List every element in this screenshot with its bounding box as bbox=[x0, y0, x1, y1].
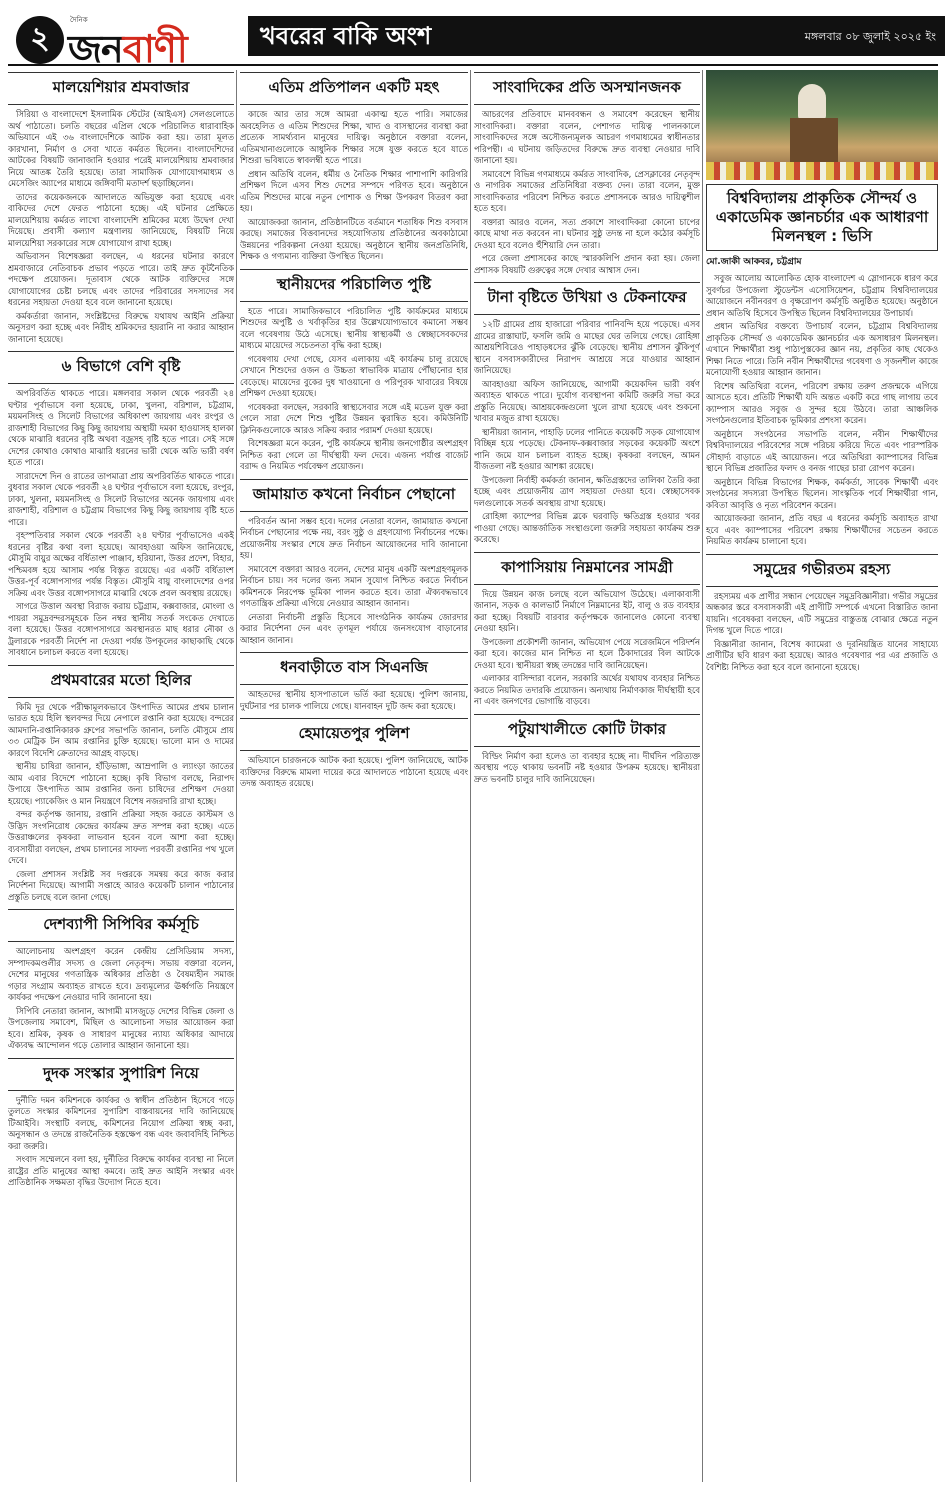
article-body bbox=[8, 946, 234, 1052]
paragraph: সমাবেশে বিভিন্ন গণমাধ্যমে কর্মরত সাংবাদিক, প্রেসক্লাবের নেতৃবৃন্দ ও নাগরিক সমাজের প্রতিনিধিরা বক্তব্য দেন। তারা বলেন, মুক্ত সাংবাদিকতার পরিবেশ নিশ্চিত করতে প্রশাসনকে আরও দায়িত্বশীল হতে হবে। bbox=[474, 168, 700, 213]
paragraph: আয়োজকরা জানান, প্রতিষ্ঠানটিতে বর্তমানে শতাধিক শিশু বসবাস করছে। সমাজের বিত্তবানদের সহযোগিতায় প্রতিষ্ঠানের অবকাঠামো উন্নয়নের পরিকল্পনা নেওয়া হয়েছে। অনুষ্ঠানে স্থানীয় জনপ্রতিনিধি, শিক্ষক ও গণ্যমান্য ব্যক্তিরা উপস্থিত ছিলেন। bbox=[240, 216, 468, 261]
paragraph: বৃহস্পতিবার সকাল থেকে পরবর্তী ২৪ ঘণ্টার পূর্বাভাসেও একই ধরনের বৃষ্টির কথা বলা হয়েছে। আবহাওয়া অফিস জানিয়েছে, মৌসুমি বায়ুর অক্ষের বর্ধিতাংশ পাঞ্জাব, হরিয়ানা, উত্তর প্রদেশ, বিহার, পশ্চিমবঙ্গ হয়ে আসাম পর্যন্ত বিস্তৃত রয়েছে। এর একটি বর্ধিতাংশ উত্তর-পূর্ব বঙ্গোপসাগর পর্যন্ত বিস্তৃত। মৌসুমি বায়ু বাংলাদেশের ওপর সক্রিয় এবং উত্তর বঙ্গোপসাগরে মাঝারি থেকে প্রবল অবস্থায় রয়েছে। bbox=[8, 530, 234, 598]
paragraph: অভিবাসন বিশেষজ্ঞরা বলছেন, এ ধরনের ঘটনার কারণে শ্রমবাজারে নেতিবাচক প্রভাব পড়তে পারে। তাই দ্রুত কূটনৈতিক পদক্ষেপ প্রয়োজন। দূতাবাস থেকে আটক ব্যক্তিদের সঙ্গে যোগাযোগের চেষ্টা চলছে এবং তাদের পরিবারের সদস্যদের সব ধরনের সহায়তা দেওয়া হবে বলে জানানো হয়েছে। bbox=[8, 251, 234, 307]
article-headline[interactable]: টানা বৃষ্টিতে উখিয়া ও টেকনাফের bbox=[474, 282, 700, 315]
paragraph: ১২টি গ্রামের প্রায় হাজারো পরিবার পানিবন্দি হয়ে পড়েছে। এসব গ্রামের রাস্তাঘাট, ফসলি জমি ও মাছের ঘের তলিয়ে গেছে। রোহিঙ্গা আশ্রয়শিবিরেও পাহাড়ধসের ঝুঁকি বেড়েছে। স্থানীয় প্রশাসন ঝুঁকিপূর্ণ স্থানে বসবাসকারীদের নিরাপদ আশ্রয়ে সরে যাওয়ার আহ্বান জানিয়েছে। bbox=[474, 319, 700, 375]
paragraph: দিয়ে উন্নয়ন কাজ চলছে বলে অভিযোগ উঠেছে। এলাকাবাসী জানান, সড়ক ও কালভার্ট নির্মাণে নিম্নমানের ইট, বালু ও রড ব্যবহার করা হচ্ছে। বিষয়টি বারবার কর্তৃপক্ষকে জানালেও কোনো ব্যবস্থা নেওয়া হয়নি। bbox=[474, 588, 700, 633]
paragraph: বিশেষ অতিথিরা বলেন, পরিবেশ রক্ষায় তরুণ প্রজন্মকে এগিয়ে আসতে হবে। প্রতিটি শিক্ষার্থী যদি অন্তত একটি করে গাছ লাগায় তবে ক্যাম্পাস আরও সবুজ ও সুন্দর হয়ে উঠবে। তারা আঞ্চলিক সংগঠনগুলোর ইতিবাচক ভূমিকার প্রশংসা করেন। bbox=[706, 380, 938, 425]
logo-part-black: জন bbox=[68, 26, 123, 71]
paragraph: আহতদের স্থানীয় হাসপাতালে ভর্তি করা হয়েছে। পুলিশ জানায়, দুর্ঘটনার পর চালক পালিয়ে গেছে। যানবাহন দুটি জব্দ করা হয়েছে। bbox=[240, 689, 468, 711]
date-line: মঙ্গলবার ০৮ জুলাই ২০২৫ ইং bbox=[804, 30, 936, 43]
paragraph: আলোচনায় অংশগ্রহণ করেন কেন্দ্রীয় প্রেসিডিয়াম সদস্য, সম্পাদকমণ্ডলীর সদস্য ও জেলা নেতৃবৃন্দ। সভায় বক্তারা বলেন, দেশের মানুষের গণতান্ত্রিক অধিকার প্রতিষ্ঠা ও বৈষম্যহীন সমাজ গড়ার সংগ্রাম অব্যাহত রাখতে হবে। দ্রব্যমূল্যের ঊর্ধ্বগতি নিয়ন্ত্রণে কার্যকর পদক্ষেপ নেওয়ার দাবি জানানো হয়। bbox=[8, 946, 234, 1002]
paragraph: বিল্ডিং নির্মাণ করা হলেও তা ব্যবহার হচ্ছে না। দীর্ঘদিন পরিত্যক্ত অবস্থায় পড়ে থাকায় ভবনটি নষ্ট হওয়ার উপক্রম হয়েছে। স্থানীয়রা দ্রুত ভবনটি চালুর দাবি জানিয়েছেন। bbox=[474, 750, 700, 784]
article-body bbox=[8, 702, 234, 904]
paragraph: উপজেলা প্রকৌশলী জানান, অভিযোগ পেয়ে সরেজমিনে পরিদর্শন করা হবে। কাজের মান নিশ্চিত না হলে ঠিকাদারের বিল আটকে দেওয়া হবে। স্থানীয়রা স্বচ্ছ তদন্তের দাবি জানিয়েছেন। bbox=[474, 636, 700, 670]
paragraph: অনুষ্ঠানে বিভিন্ন বিভাগের শিক্ষক, কর্মকর্তা, সাবেক শিক্ষার্থী এবং সংগঠনের সদস্যরা উপস্থিত ছিলেন। সাংস্কৃতিক পর্বে শিক্ষার্থীরা গান, কবিতা আবৃত্তি ও নৃত্য পরিবেশন করেন। bbox=[706, 476, 938, 510]
flower-decoration bbox=[706, 162, 938, 180]
logo-part-red: বাণী bbox=[122, 26, 187, 71]
article-headline[interactable]: কাপাসিয়ায় নিম্নমানের সামগ্রী bbox=[474, 552, 700, 585]
article-hemayetpur bbox=[240, 718, 468, 790]
paragraph: কিমি দূর থেকে পরীক্ষামূলকভাবে উৎপাদিত আমের প্রথম চালান ভারত হয়ে হিলি স্থলবন্দর দিয়ে নেপালে রপ্তানি করা হয়েছে। বন্দরের আমদানি-রপ্তানিকারক গ্রুপের সভাপতি জানান, চলতি মৌসুমে প্রায় ৩৩ মেট্রিক টন আম রপ্তানির চুক্তি হয়েছে। ভালো মান ও দামের কারণে বিদেশি ক্রেতাদের আগ্রহ বাড়ছে। bbox=[8, 701, 234, 758]
paragraph: সাগরে উত্তাল অবস্থা বিরাজ করায় চট্টগ্রাম, কক্সবাজার, মোংলা ও পায়রা সমুদ্রবন্দরসমূহকে তিন নম্বর স্থানীয় সতর্ক সংকেত দেখাতে বলা হয়েছে। উত্তর বঙ্গোপসাগরে অবস্থানরত মাছ ধরার নৌকা ও ট্রলারকে পরবর্তী নির্দেশ না দেওয়া পর্যন্ত উপকূলের কাছাকাছি থেকে সাবধানে চলাচল করতে বলা হয়েছে। bbox=[8, 601, 234, 657]
section-title: খবরের বাকি অংশ bbox=[260, 22, 432, 50]
column-rule bbox=[470, 70, 471, 1482]
article-headline[interactable]: জামায়াত কখনো নির্বাচন পেছানো bbox=[240, 479, 468, 512]
article-journalist bbox=[474, 72, 700, 276]
paragraph: তাদের কয়েকজনকে আদালতে অভিযুক্ত করা হয়েছে এবং বাকিদের দেশে ফেরত পাঠানো হচ্ছে। এই ঘটনার প্রেক্ষিতে মালয়েশিয়ায় কর্মরত লাখো বাংলাদেশি শ্রমিকের মধ্যে উদ্বেগ দেখা দিয়েছে। প্রবাসী কল্যাণ মন্ত্রণালয় জানিয়েছে, বিষয়টি নিয়ে মালয়েশিয়া সরকারের সঙ্গে যোগাযোগ রাখা হচ্ছে। bbox=[8, 191, 234, 248]
paragraph: স্থানীয় চাষিরা জানান, হাঁড়িভাঙ্গা, আম্রপালি ও ল্যাংড়া জাতের আম এবার বিদেশে পাঠানো হচ্ছে। কৃষি বিভাগ বলছে, নিরাপদ উপায়ে উৎপাদিত আম রপ্তানির জন্য চাষিদের প্রশিক্ষণ দেওয়া হয়েছে। প্যাকেজিং ও মান নিয়ন্ত্রণে বিশেষ নজরদারি রাখা হচ্ছে। bbox=[8, 761, 234, 806]
article-dudok bbox=[8, 1058, 234, 1189]
paragraph: আয়োজকরা জানান, প্রতি বছর এ ধরনের কর্মসূচি অব্যাহত রাখা হবে এবং ক্যাম্পাসের পরিবেশ রক্ষায় শিক্ষার্থীদের সচেতন করতে নিয়মিত কার্যক্রম চালানো হবে। bbox=[706, 513, 938, 546]
paragraph: অনুষ্ঠানে সংগঠনের সভাপতি বলেন, নবীন শিক্ষার্থীদের বিশ্ববিদ্যালয়ের পরিবেশের সঙ্গে পরিচয় করিয়ে দিতে এবং পারস্পরিক সৌহার্দ্য বাড়াতে এই আয়োজন। পরে অতিথিরা ক্যাম্পাসের বিভিন্ন স্থানে বিভিন্ন প্রজাতির ফলদ ও বনজ গাছের চারা রোপণ করেন। bbox=[706, 428, 938, 473]
article-body bbox=[240, 109, 468, 263]
paragraph: বন্দর কর্তৃপক্ষ জানায়, রপ্তানি প্রক্রিয়া সহজ করতে কাস্টমস ও উদ্ভিদ সংগনিরোধ কেন্দ্রের কার্যক্রম দ্রুত সম্পন্ন করা হচ্ছে। এতে উত্তরাঞ্চলের কৃষকরা লাভবান হবেন বলে আশা করা হচ্ছে। ব্যবসায়ীরা বলছেন, প্রথম চালানের সাফল্য পরবর্তী রপ্তানির পথ খুলে দেবে। bbox=[8, 809, 234, 865]
article-body bbox=[8, 109, 234, 345]
article-headline[interactable]: দুদক সংস্কার সুপারিশ নিয়ে bbox=[8, 1058, 234, 1091]
paragraph: দুর্নীতি দমন কমিশনকে কার্যকর ও স্বাধীন প্রতিষ্ঠান হিসেবে গড়ে তুলতে সংস্কার কমিশনের সুপারিশ বাস্তবায়নের দাবি জানিয়েছে টিআইবি। সংস্থাটি বলছে, কমিশনের নিয়োগ প্রক্রিয়া স্বচ্ছ করা, অনুসন্ধান ও তদন্তে রাজনৈতিক হস্তক্ষেপ বন্ধ এবং জবাবদিহি নিশ্চিত করা জরুরি। bbox=[8, 1094, 234, 1151]
paragraph: প্রধান অতিথির বক্তব্যে উপাচার্য বলেন, চট্টগ্রাম বিশ্ববিদ্যালয় প্রাকৃতিক সৌন্দর্য ও একাডেমিক জ্ঞানচর্চার এক অসাধারণ মিলনস্থল। এখানে শিক্ষার্থীরা শুধু পাঠ্যপুস্তকের জ্ঞান নয়, প্রকৃতির কাছ থেকেও শিক্ষা নিতে পারে। তিনি নবীন শিক্ষার্থীদের গবেষণা ও সৃজনশীল কাজে মনোযোগী হওয়ার আহ্বান জানান। bbox=[706, 321, 938, 377]
article-headline[interactable]: বিশ্ববিদ্যালয় প্রাকৃতিক সৌন্দর্য ও একাডেমিক জ্ঞানচর্চার এক আধারণা মিলনস্থল : ভিসি bbox=[706, 184, 938, 251]
byline: মো.জাকী আকবর, চট্টগ্রাম bbox=[706, 257, 802, 267]
podium bbox=[790, 118, 838, 162]
article-body bbox=[240, 689, 468, 712]
column-3 bbox=[474, 70, 700, 1482]
column-4 bbox=[706, 70, 938, 1482]
paragraph: গবেষণায় দেখা গেছে, যেসব এলাকায় এই কার্যক্রম চালু রয়েছে সেখানে শিশুদের ওজন ও উচ্চতা স্বাভাবিক মাত্রায় পৌঁছানোর হার বেড়েছে। মায়েদের বুকের দুধ খাওয়ানো ও পরিপূরক খাবারের বিষয়ে প্রশিক্ষণ দেওয়া হয়েছে। bbox=[240, 353, 468, 398]
paragraph: অভিযানে চারজনকে আটক করা হয়েছে। পুলিশ জানিয়েছে, আটক ব্যক্তিদের বিরুদ্ধে মামলা দায়ের করে আদালতে পাঠানো হয়েছে এবং তদন্ত অব্যাহত রয়েছে। bbox=[240, 755, 468, 788]
paragraph: হতে পারে। সামাজিকভাবে পরিচালিত পুষ্টি কার্যক্রমের মাধ্যমে শিশুদের অপুষ্টি ও খর্বাকৃতির হার উল্লেখযোগ্যভাবে কমানো সম্ভব বলে গবেষণায় উঠে এসেছে। স্থানীয় স্বাস্থ্যকর্মী ও স্বেচ্ছাসেবকদের মাধ্যমে মায়েদের সচেতনতা বৃদ্ধি করা হচ্ছে। bbox=[240, 305, 468, 350]
paragraph: সমাবেশে বক্তারা আরও বলেন, দেশের মানুষ একটি অংশগ্রহণমূলক নির্বাচন চায়। সব দলের জন্য সমান সুযোগ নিশ্চিত করতে নির্বাচন কমিশনকে নিরপেক্ষ ভূমিকা পালন করতে হবে। তারা ঐক্যবদ্ধভাবে গণতান্ত্রিক প্রক্রিয়া এগিয়ে নেওয়ার আহ্বান জানান। bbox=[240, 563, 468, 608]
article-headline[interactable]: দেশব্যাপী সিপিবির কর্মসূচি bbox=[8, 909, 234, 942]
column-rule bbox=[236, 70, 237, 1482]
article-body bbox=[474, 751, 700, 786]
paragraph: পরিবর্তন আনা সম্ভব হবে। দলের নেতারা বলেন, জামায়াত কখনো নির্বাচন পেছানোর পক্ষে নয়, বরং সুষ্ঠু ও গ্রহণযোগ্য নির্বাচনের পক্ষে। প্রয়োজনীয় সংস্কার শেষে দ্রুত নির্বাচন আয়োজনের দাবি জানানো হয়। bbox=[240, 515, 468, 560]
paragraph: বক্তারা আরও বলেন, সত্য প্রকাশে সাংবাদিকরা কোনো চাপের কাছে মাথা নত করবেন না। ঘটনার সুষ্ঠু তদন্ত না হলে কঠোর কর্মসূচি দেওয়া হবে বলেও হুঁশিয়ারি দেন তারা। bbox=[474, 216, 700, 250]
article-headline[interactable]: মালয়েশিয়ার শ্রমবাজার bbox=[8, 72, 234, 105]
article-headline[interactable]: সাংবাদিকের প্রতি অসম্মানজনক bbox=[474, 72, 700, 105]
paragraph: কর্মকর্তারা জানান, সংশ্লিষ্টদের বিরুদ্ধে যথাযথ আইনি প্রক্রিয়া অনুসরণ করা হচ্ছে এবং নিরীহ শ্রমিকদের হয়রানি না করার আহ্বান জানানো হয়েছে। bbox=[8, 310, 234, 344]
page-number: ২ bbox=[16, 16, 64, 64]
article-tana bbox=[474, 282, 700, 546]
paragraph: সবুজ আলোয় আলোকিত হোক বাংলাদেশ এ স্লোগানকে ধারণ করে সুবর্ণচর উপজেলা স্টুডেন্টস এসোসিয়েশন, চট্টগ্রাম বিশ্ববিদ্যালয়ের আয়োজনে নবীনবরণ ও বৃক্ষরোপণ কর্মসূচি অনুষ্ঠিত হয়েছে। অনুষ্ঠানে প্রধান অতিথি হিসেবে উপস্থিত ছিলেন বিশ্ববিদ্যালয়ের উপাচার্য। bbox=[706, 273, 938, 318]
article-cpb bbox=[8, 909, 234, 1052]
article-headline[interactable]: এতিম প্রতিপালন একটি মহৎ bbox=[240, 72, 468, 105]
article-headline[interactable]: প্রথমবারের মতো হিলির bbox=[8, 665, 234, 698]
paragraph: সিপিবি নেতারা জানান, আগামী মাসজুড়ে দেশের বিভিন্ন জেলা ও উপজেলায় সমাবেশ, মিছিল ও আলোচনা সভার আয়োজন করা হবে। শ্রমিক, কৃষক ও সাধারণ মানুষের ন্যায্য অধিকার আদায়ে ঐক্যবদ্ধ আন্দোলন গড়ে তোলার আহ্বান জানানো হয়। bbox=[8, 1005, 234, 1050]
article-body bbox=[8, 388, 234, 659]
article-body bbox=[240, 755, 468, 790]
paragraph: রহস্যময় এক প্রাণীর সন্ধান পেয়েছেন সমুদ্রবিজ্ঞানীরা। গভীর সমুদ্রের অন্ধকার স্তরে বসবাসকারী এই প্রাণীটি সম্পর্কে এখনো বিস্তারিত জানা যায়নি। গবেষকরা বলছেন, এটি সমুদ্রের বাস্তুতন্ত্র বোঝার ক্ষেত্রে নতুন দিগন্ত খুলে দিতে পারে। bbox=[706, 590, 938, 635]
paragraph: উপজেলা নির্বাহী কর্মকর্তা জানান, ক্ষতিগ্রস্তদের তালিকা তৈরি করা হচ্ছে এবং প্রয়োজনীয় ত্রাণ সহায়তা দেওয়া হবে। স্বেচ্ছাসেবক দলগুলোকে সতর্ক অবস্থায় রাখা হয়েছে। bbox=[474, 474, 700, 508]
paragraph: কাজে আর তার সঙ্গে আমরা একাত্ম হতে পারি। সমাজের অবহেলিত ও এতিম শিশুদের শিক্ষা, খাদ্য ও বাসস্থানের ব্যবস্থা করা প্রত্যেক সামর্থ্যবান মানুষের দায়িত্ব। অনুষ্ঠানে বক্তারা বলেন, এতিমখানাগুলোকে আধুনিক শিক্ষার সঙ্গে যুক্ত করতে হবে যাতে শিশুরা ভবিষ্যতে স্বাবলম্বী হতে পারে। bbox=[240, 109, 468, 165]
paragraph: গবেষকরা বলছেন, সরকারি স্বাস্থ্যসেবার সঙ্গে এই মডেল যুক্ত করা গেলে সারা দেশে শিশু পুষ্টির উন্নয়ন ত্বরান্বিত হবে। কমিউনিটি ক্লিনিকগুলোকে আরও সক্রিয় করার পরামর্শ দেওয়া হয়েছে। bbox=[240, 401, 468, 435]
article-headline[interactable]: সমুদ্রের গভীরতম রহস্য bbox=[706, 554, 938, 587]
article-headline[interactable]: পটুয়াখালীতে কোটি টাকার bbox=[474, 714, 700, 747]
article-headline[interactable]: স্থানীয়দের পরিচালিত পুষ্টি bbox=[240, 269, 468, 302]
article-rain bbox=[8, 351, 234, 659]
daily-label: দৈনিক bbox=[70, 16, 88, 24]
article-body bbox=[8, 1095, 234, 1189]
article-malaysia bbox=[8, 72, 234, 345]
article-university bbox=[706, 70, 938, 548]
article-local-nutrition bbox=[240, 269, 468, 473]
paragraph: বিজ্ঞানীরা জানান, বিশেষ ক্যামেরা ও দূরনিয়ন্ত্রিত যানের সাহায্যে প্রাণীটির ছবি ধারণ করা হয়েছে। আরও গবেষণার পর এর প্রজাতি ও বৈশিষ্ট্য নিশ্চিত করা হবে বলে জানানো হয়েছে। bbox=[706, 638, 938, 672]
paragraph: বিশেষজ্ঞরা মনে করেন, পুষ্টি কার্যক্রমে স্থানীয় জনগোষ্ঠীর অংশগ্রহণ নিশ্চিত করা গেলে তা দীর্ঘস্থায়ী ফল দেবে। এজন্য পর্যাপ্ত বাজেট বরাদ্দ ও নিয়মিত পর্যবেক্ষণ প্রয়োজন। bbox=[240, 438, 468, 471]
paragraph: সংবাদ সম্মেলনে বলা হয়, দুর্নীতির বিরুদ্ধে কার্যকর ব্যবস্থা না নিলে রাষ্ট্রের প্রতি মানুষের আস্থা কমবে। তাই দ্রুত আইনি সংস্কার এবং প্রাতিষ্ঠানিক সক্ষমতা বৃদ্ধির উদ্যোগ নিতে হবে। bbox=[8, 1154, 234, 1187]
article-body bbox=[474, 319, 700, 546]
article-body bbox=[240, 306, 468, 473]
paragraph: পরে জেলা প্রশাসকের কাছে স্মারকলিপি প্রদান করা হয়। জেলা প্রশাসক বিষয়টি গুরুত্বের সঙ্গে দেখার আশ্বাস দেন। bbox=[474, 253, 700, 275]
article-ocean bbox=[706, 554, 938, 674]
paragraph: স্থানীয়রা জানান, পাহাড়ি ঢলের পানিতে কয়েকটি সড়ক যোগাযোগ বিচ্ছিন্ন হয়ে পড়েছে। টেকনাফ-কক্সবাজার সড়কের কয়েকটি অংশে পানি জমে যান চলাচল ব্যাহত হচ্ছে। কৃষকরা বলছেন, আমন বীজতলা নষ্ট হওয়ার আশঙ্কা রয়েছে। bbox=[474, 426, 700, 471]
paragraph: অপরিবর্তিত থাকতে পারে। মঙ্গলবার সকাল থেকে পরবর্তী ২৪ ঘণ্টার পূর্বাভাসে বলা হয়েছে, ঢাকা, খুলনা, বরিশাল, চট্টগ্রাম, ময়মনসিংহ ও সিলেট বিভাগের অধিকাংশ জায়গায় এবং রংপুর ও রাজশাহী বিভাগের কিছু কিছু জায়গায় অস্থায়ী দমকা হাওয়াসহ হালকা থেকে মাঝারি ধরনের বৃষ্টি অথবা বজ্রসহ বৃষ্টি হতে পারে। সেই সঙ্গে দেশের কোথাও কোথাও মাঝারি ধরনের ভারী থেকে অতি ভারী বর্ষণ হতে পারে। bbox=[8, 388, 234, 467]
paragraph: আবহাওয়া অফিস জানিয়েছে, আগামী কয়েকদিন ভারী বর্ষণ অব্যাহত থাকতে পারে। দুর্যোগ ব্যবস্থাপনা কমিটি জরুরি সভা করে প্রস্তুতি নিয়েছে। আশ্রয়কেন্দ্রগুলো খুলে রাখা হয়েছে এবং শুকনো খাবার মজুত রাখা হয়েছে। bbox=[474, 378, 700, 423]
paragraph: সিরিয়া ও বাংলাদেশে ইসলামিক স্টেটের (আইএস) সেলগুলোতে অর্থ পাঠাতো। চলতি বছরের এপ্রিল থেকে পরিচালিত ধারাবাহিক অভিযানে এই ৩৬ বাংলাদেশিকে আটক করা হয়। তারা মূলত কারখানা, নির্মাণ ও সেবা খাতে কর্মরত ছিলেন। বাংলাদেশিদের আটকের বিষয়টি জানাজানি হওয়ার পরেই মালয়েশিয়ায় শ্রমবাজার নিয়ে আতঙ্ক তৈরি হয়েছে। তারা সামাজিক যোগাযোগমাধ্যম ও মেসেজিং অ্যাপের মাধ্যমে জঙ্গিবাদী মতাদর্শ ছড়াচ্ছিলেন। bbox=[8, 109, 234, 188]
paragraph: জেলা প্রশাসন সংশ্লিষ্ট সব দপ্তরকে সমন্বয় করে কাজ করার নির্দেশনা দিয়েছে। আগামী সপ্তাহে আরও কয়েকটি চালান পাঠানোর প্রস্তুতি চলছে বলে জানা গেছে। bbox=[8, 868, 234, 902]
article-headline[interactable]: ধনবাড়ীতে বাস সিএনজি bbox=[240, 652, 468, 685]
article-cng bbox=[240, 652, 468, 712]
paragraph: প্রধান অতিথি বলেন, ধর্মীয় ও নৈতিক শিক্ষার পাশাপাশি কারিগরি প্রশিক্ষণ দিলে এসব শিশু দেশের সম্পদে পরিণত হবে। অনুষ্ঠানে এতিম শিশুদের মাঝে নতুন পোশাক ও শিক্ষা উপকরণ বিতরণ করা হয়। bbox=[240, 168, 468, 213]
article-hilsa bbox=[8, 665, 234, 904]
column-1 bbox=[8, 70, 234, 1482]
paragraph: এলাকার বাসিন্দারা বলেন, সরকারি অর্থের যথাযথ ব্যবহার নিশ্চিত করতে নিয়মিত তদারকি প্রয়োজন। অন্যথায় নির্মাণকাজ দীর্ঘস্থায়ী হবে না এবং জনগণের ভোগান্তি বাড়বে। bbox=[474, 673, 700, 706]
paragraph: নেতারা নির্বাচনী প্রস্তুতি হিসেবে সাংগঠনিক কার্যক্রম জোরদার করার নির্দেশনা দেন এবং তৃণমূল পর্যায়ে জনসংযোগ বাড়ানোর আহ্বান জানান। bbox=[240, 611, 468, 645]
masthead bbox=[8, 6, 938, 71]
article-body bbox=[474, 109, 700, 276]
paragraph: আচরণের প্রতিবাদে মানববন্ধন ও সমাবেশ করেছেন স্থানীয় সাংবাদিকরা। বক্তারা বলেন, পেশাগত দায়িত্ব পালনকালে সাংবাদিকদের সঙ্গে অসৌজন্যমূলক আচরণ গণমাধ্যমের স্বাধীনতার পরিপন্থী। এ ঘটনায় জড়িতদের বিরুদ্ধে দ্রুত ব্যবস্থা নেওয়ার দাবি জানানো হয়। bbox=[474, 109, 700, 165]
column-rule bbox=[702, 70, 703, 1482]
event-photo bbox=[706, 70, 938, 180]
article-body bbox=[706, 273, 938, 548]
article-patuakhali bbox=[474, 714, 700, 786]
article-headline[interactable]: হেমায়েতপুর পুলিশ bbox=[240, 718, 468, 751]
article-kapasia bbox=[474, 552, 700, 708]
paragraph: রোহিঙ্গা ক্যাম্পের বিভিন্ন ব্লকে ঘরবাড়ি ক্ষতিগ্রস্ত হওয়ার খবর পাওয়া গেছে। আন্তর্জাতিক সংস্থাগুলো জরুরি সহায়তা কার্যক্রম শুরু করেছে। bbox=[474, 511, 700, 544]
article-body bbox=[706, 591, 938, 674]
article-orphan bbox=[240, 72, 468, 263]
article-body bbox=[240, 516, 468, 647]
article-headline[interactable]: ৬ বিভাগে বেশি বৃষ্টি bbox=[8, 351, 234, 384]
section-bar bbox=[248, 16, 945, 56]
article-jamaat bbox=[240, 479, 468, 647]
speaker-figure bbox=[798, 84, 826, 120]
paragraph: সারাদেশে দিন ও রাতের তাপমাত্রা প্রায় অপরিবর্তিত থাকতে পারে। বুধবার সকাল থেকে পরবর্তী ২৪ ঘণ্টার পূর্বাভাসে বলা হয়েছে, রংপুর, ঢাকা, খুলনা, ময়মনসিংহ ও সিলেট বিভাগের অনেক জায়গায় এবং রাজশাহী, বরিশাল ও চট্টগ্রাম বিভাগের কিছু কিছু জায়গায় বৃষ্টি হতে পারে। bbox=[8, 470, 234, 527]
column-2 bbox=[240, 70, 468, 1482]
article-body bbox=[474, 589, 700, 708]
